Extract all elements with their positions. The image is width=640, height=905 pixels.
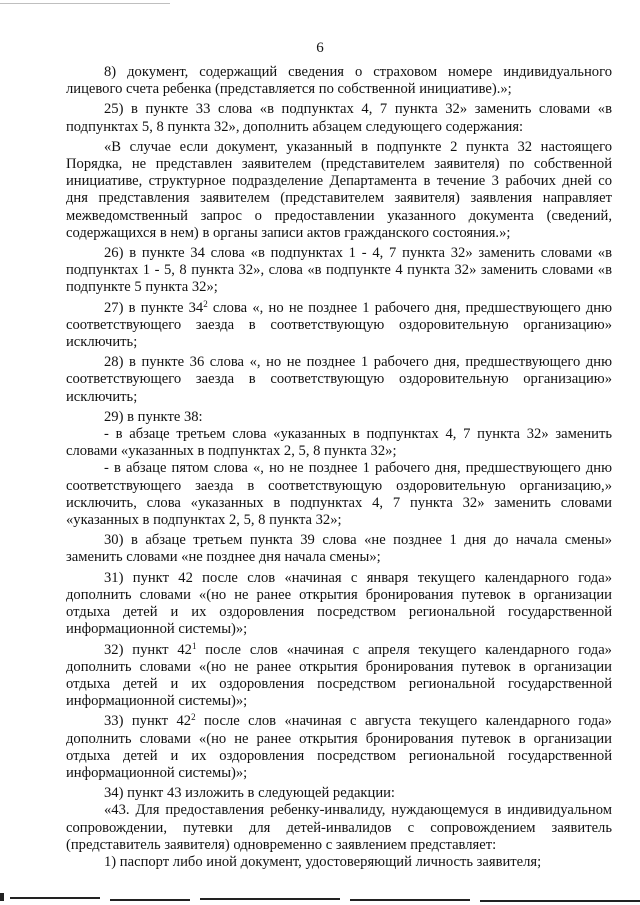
paragraph-29-item-2: - в абзаце пятом слова «, но не позднее 1 рабочего дня, предшествующего дню соответствующего заезда в соответствующую оздоровительную организацию,» исключить, слова «указанных в подпунктах 4, 7 пункта 32» заменить словами «указанных в подпунктах 2, 5, 8 пункта 32»;: [66, 460, 612, 529]
paragraph-29-item-1: - в абзаце третьем слова «указанных в подпунктах 4, 7 пункта 32» заменить словами «указанных в подпунктах 2, 5, 8 пункта 32»;: [66, 426, 612, 460]
paragraph-27: [66, 300, 612, 352]
scan-edge-bottom: [0, 893, 640, 903]
paragraph-29: 29) в пункте 38:: [104, 408, 203, 425]
paragraph-31: 31) пункт 42 после слов «начиная с января текущего календарного года» дополнить словами «(но не ранее открытия бронирования путевок в организации отдыха детей и их оздоровления посредством региональной государственной информационной системы)»;: [66, 569, 612, 638]
paragraph-33: [66, 713, 612, 782]
paragraph-32: [66, 642, 612, 711]
scan-edge-top: [0, 3, 170, 4]
paragraph-33-superscript: 2: [191, 712, 196, 723]
paragraph-25: 25) в пункте 33 слова «в подпунктах 4, 7 пункта 32» заменить словами «в подпунктах 5, 8 пункта 32», дополнить абзацем следующего содержания:: [66, 101, 612, 135]
paragraph-28: 28) в пункте 36 слова «, но не позднее 1 рабочего дня, предшествующего дню соответствующего заезда в соответствующую оздоровительную организацию» исключить;: [66, 354, 612, 405]
paragraph-34: 34) пункт 43 изложить в следующей редакции:: [104, 785, 395, 802]
paragraph-32-rest: после слов «начиная с апреля текущего календарного года» дополнить словами «(но не ранее открытия бронирования путевок в организации отдыха детей и их оздоровления посредством региональной государственной информационной системы)»;: [66, 641, 612, 710]
document-body: [66, 64, 612, 871]
paragraph-26: 26) в пункте 34 слова «в подпунктах 1 - 4, 7 пункта 32» заменить словами «в подпунктах 1 - 5, 8 пункта 32», слова «в подпункте 4 пункта 32» заменить словами «в подпункте 5 пункта 32»;: [66, 245, 612, 296]
paragraph-27-superscript: 2: [203, 298, 208, 309]
paragraph-quote: «В случае если документ, указанный в подпункте 2 пункта 32 настоящего Порядка, не представлен заявителем (представителем заявителя) по собственной инициативе, структурное подразделение Департамента в течение 3 рабочих дней со дня представления заявителем (представителем заявителя) заявления направляет межведомственный запрос о предоставлении указанного документа (сведений, содержащихся в нем) в органы записи актов гражданского состояния.»;: [66, 138, 612, 241]
page-number: 6: [316, 40, 324, 56]
paragraph-30: 30) в абзаце третьем пункта 39 слова «не позднее 1 дня до начала смены» заменить словами «не позднее дня начала смены»;: [66, 532, 612, 566]
paragraph-item-8: 8) документ, содержащий сведения о страховом номере индивидуального лицевого счета ребенка (представляется по собственной инициативе).»;: [66, 64, 612, 98]
paragraph-33-rest: после слов «начиная с августа текущего календарного года» дополнить словами «(но не ранее открытия бронирования путевок в организации отдыха детей и их оздоровления посредством региональной государственной информационной системы)»;: [66, 713, 612, 781]
paragraph-32-superscript: 1: [191, 640, 197, 651]
paragraph-43: «43. Для предоставления ребенку-инвалиду, нуждающемуся в индивидуальном сопровождении, путевки для детей-инвалидов с сопровождением заявитель (представитель заявителя) одновременно с заявлением представляет:: [66, 802, 612, 853]
paragraph-27-lead: 27) в пункте 34: [104, 299, 204, 316]
paragraph-43-item-1: 1) паспорт либо иной документ, удостоверяющий личность заявителя;: [104, 853, 542, 870]
paragraph-27-rest: слова «, но не позднее 1 рабочего дня, предшествующего дню соответствующего заезда в соответствующую оздоровительную организацию» исключить;: [66, 299, 612, 351]
paragraph-33-lead: 33) пункт 42: [104, 713, 192, 730]
paragraph-32-lead: 32) пункт 42: [104, 641, 192, 658]
